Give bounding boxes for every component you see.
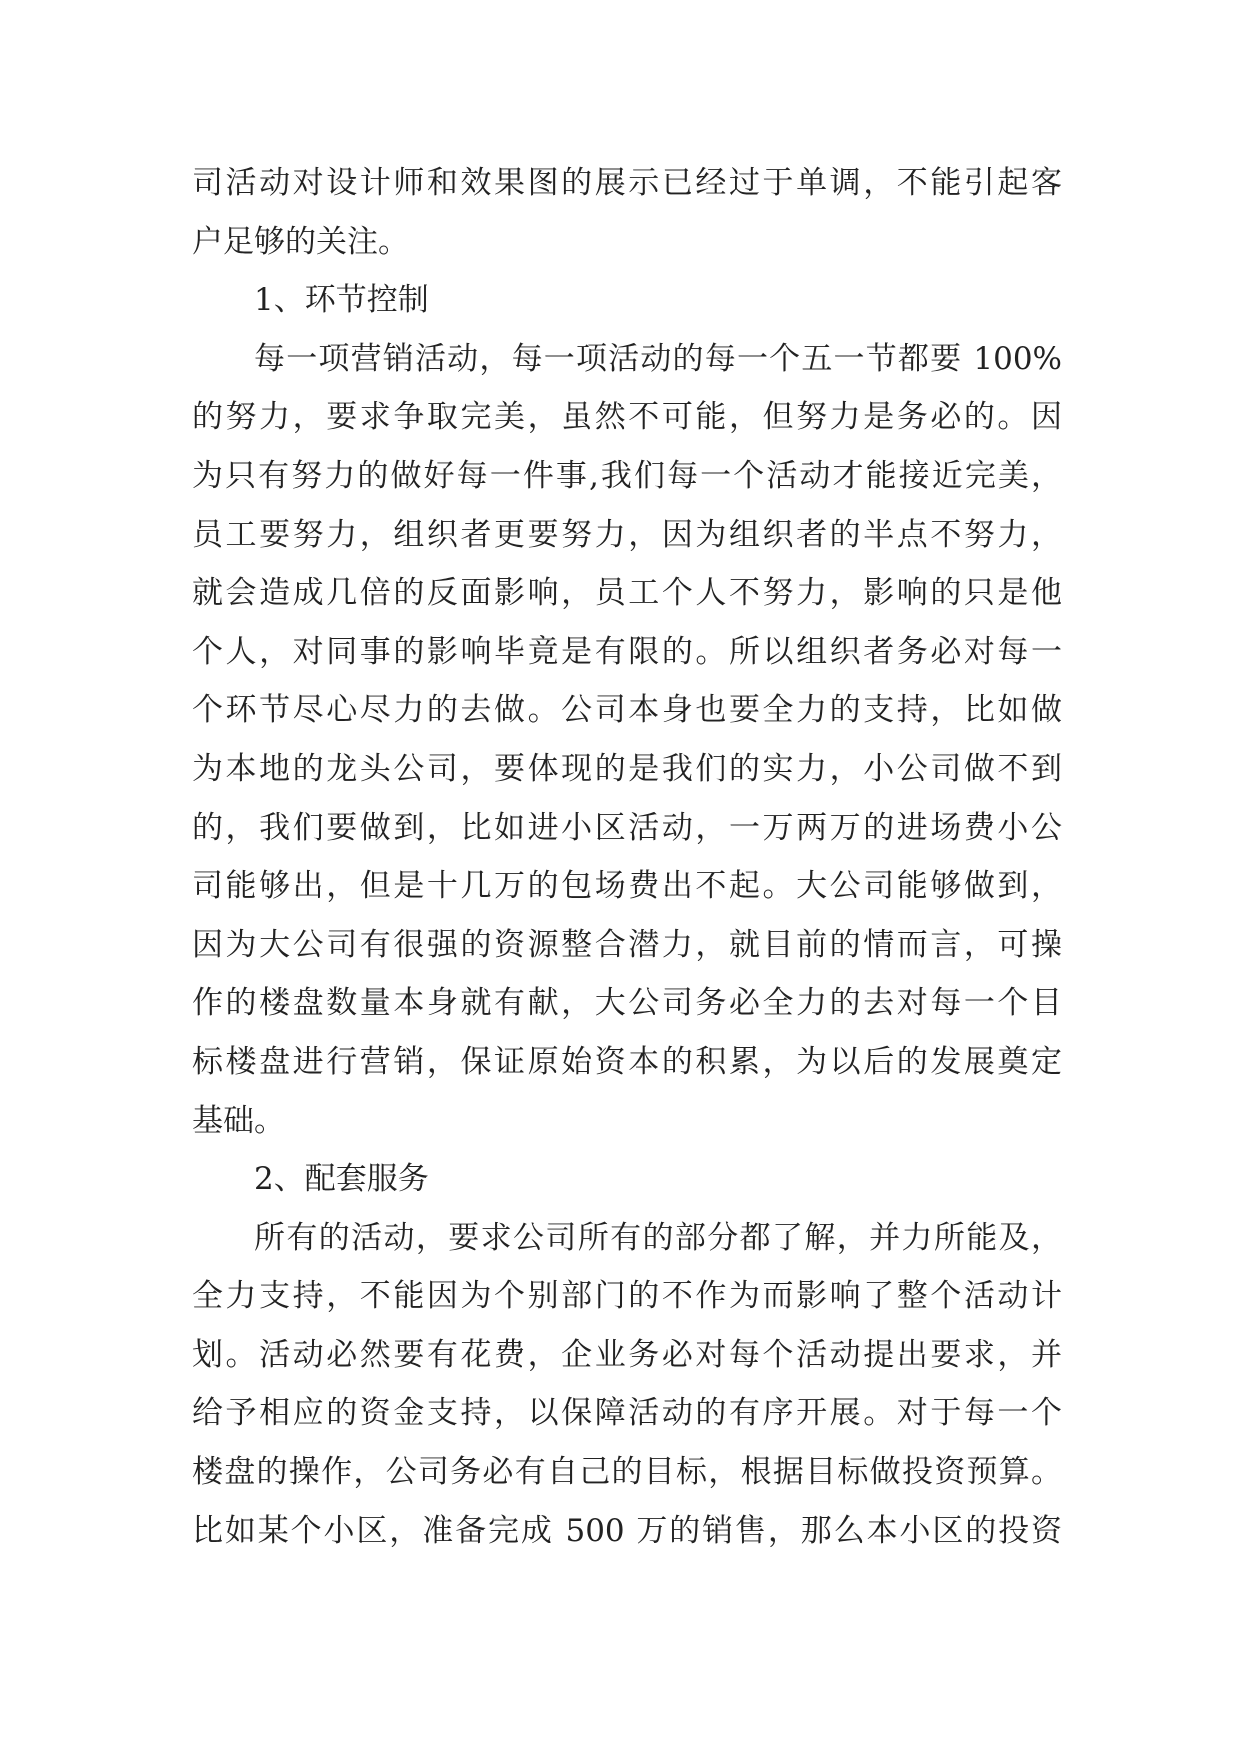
text-line: 司活动对设计师和效果图的展示已经过于单调，不能引起客 (192, 165, 1062, 201)
text-line: 作的楼盘数量本身就有献，大公司务必全力的去对每一个目 (192, 985, 1062, 1022)
section-heading: 2、配套服务 (254, 1161, 429, 1198)
text-line: 的努力，要求争取完美，虽然不可能，但努力是务必的。因 (192, 399, 1062, 436)
text-line: 个环节尽心尽力的去做。公司本身也要全力的支持，比如做 (192, 692, 1062, 729)
text-line: 的，我们要做到，比如进小区活动，一万两万的进场费小公 (192, 809, 1062, 846)
document-body (192, 154, 1062, 1560)
text-line: 就会造成几倍的反面影响，员工个人不努力，影响的只是他 (192, 575, 1062, 612)
text-line: 楼盘的操作，公司务必有自己的目标，根据目标做投资预算。 (192, 1454, 1062, 1491)
text-line: 每一项营销活动，每一项活动的每一个五一节都要 100% (254, 340, 1062, 377)
text-line: 为本地的龙头公司，要体现的是我们的实力，小公司做不到 (192, 750, 1062, 787)
text-line: 给予相应的资金支持，以保障活动的有序开展。对于每一个 (192, 1395, 1062, 1432)
text-line: 划。活动必然要有花费，企业务必对每个活动提出要求，并 (192, 1336, 1062, 1373)
section-heading: 1、环节控制 (254, 282, 429, 319)
text-line: 因为大公司有很强的资源整合潜力，就目前的情而言，可操 (192, 926, 1062, 963)
text-line: 比如某个小区，准备完成 500 万的销售，那么本小区的投资 (192, 1512, 1062, 1549)
text-line: 基础。 (192, 1102, 285, 1139)
text-line: 司能够出，但是十几万的包场费出不起。大公司能够做到， (192, 868, 1062, 905)
text-line: 全力支持，不能因为个别部门的不作为而影响了整个活动计 (192, 1278, 1062, 1315)
text-line: 为只有努力的做好每一件事,我们每一个活动才能接近完美， (192, 457, 1062, 494)
text-line: 户足够的关注。 (192, 223, 409, 260)
text-line: 所有的活动，要求公司所有的部分都了解，并力所能及， (254, 1219, 1062, 1256)
text-line: 员工要努力，组织者更要努力，因为组织者的半点不努力， (192, 516, 1062, 553)
text-line: 标楼盘进行营销，保证原始资本的积累，为以后的发展奠定 (192, 1043, 1062, 1080)
text-line: 个人，对同事的影响毕竟是有限的。所以组织者务必对每一 (192, 633, 1062, 670)
